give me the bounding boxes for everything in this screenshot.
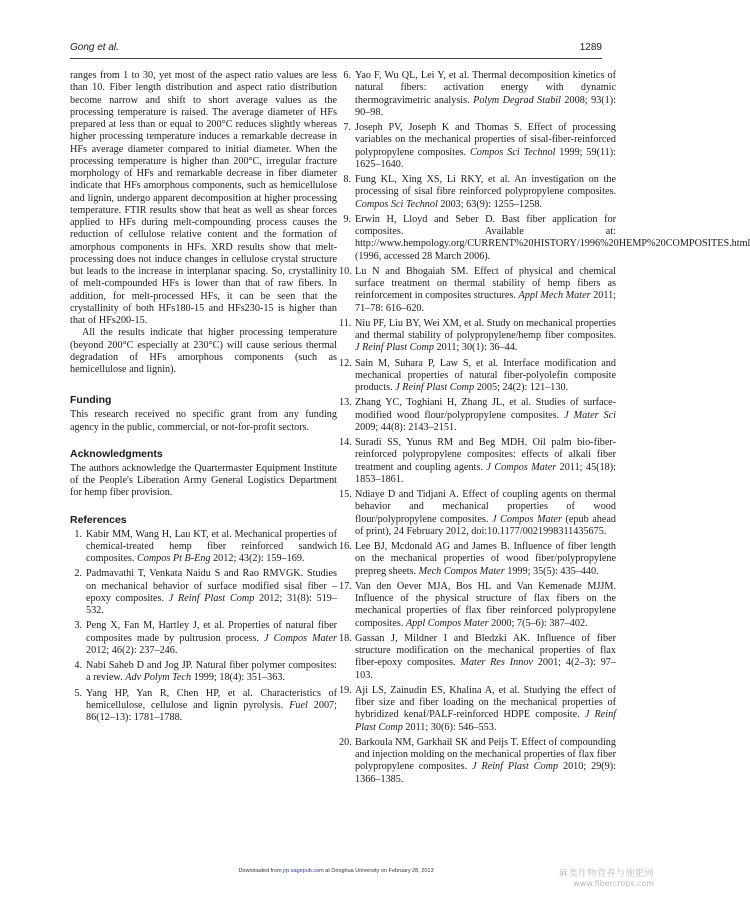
reference-text: Yao F, Wu QL, Lei Y, et al. Thermal decomposition kinetics of natural fibers: activation energy with dynamic thermogravimetric analysis.	[355, 70, 616, 106]
reference-journal: Fuel	[289, 699, 308, 711]
reference-citation: 2007; 86(12–13): 1781–1788.	[86, 699, 337, 723]
reference-citation: 1999; 35(5): 435–440.	[504, 565, 599, 577]
footer-suffix: at Donghua University on February 28, 2013	[323, 868, 434, 874]
reference-journal: Adv Polym Tech	[125, 672, 192, 684]
reference-text: Nabi Saheb D and Jog JP. Natural fiber polymer composites: a review.	[86, 660, 337, 684]
reference-number: 18.	[339, 632, 352, 644]
reference-item	[70, 660, 337, 685]
reference-text: Padmavathi T, Venkata Naidu S and Rao RMVGK. Studies on mechanical behavior of surface modified sisal fiber – epoxy composites.	[86, 568, 337, 604]
reference-text: Peng X, Fan M, Hartley J, et al. Properties of natural fiber composites made by pultrusion process.	[86, 620, 337, 644]
reference-journal: Appl Compos Mater	[405, 617, 489, 629]
running-header	[70, 42, 602, 56]
reference-number: 4.	[74, 660, 82, 671]
reference-text: Joseph PV, Joseph K and Thomas S. Effect of processing variables on the mechanical properties of sisal-fiber-reinforced polypropylene composites.	[355, 122, 616, 158]
reference-citation: 2008; 93(1): 90–98.	[355, 94, 616, 118]
reference-journal: J Compos Mater	[486, 461, 557, 473]
reference-item	[339, 213, 750, 263]
reference-citation: 2000; 7(5–6): 387–402.	[488, 617, 588, 629]
header-rule	[70, 58, 602, 59]
reference-item	[339, 541, 616, 578]
reference-text: Sain M, Suhara P, Law S, et al. Interface modification and mechanical properties of natural fiber-polyolefin composite products.	[355, 357, 616, 393]
reference-number: 17.	[339, 580, 352, 592]
reference-item	[339, 266, 616, 315]
reference-journal: Mater Res Innov	[460, 657, 533, 669]
reference-number: 8.	[343, 174, 351, 185]
reference-list-left	[70, 529, 337, 725]
reference-citation: 2012; 31(8): 519–532.	[86, 592, 337, 616]
watermark-text: 麻类作物营养与施肥网	[558, 869, 654, 879]
footer-link[interactable]: jrp.sagepub.com	[283, 868, 324, 874]
reference-item	[339, 437, 616, 486]
reference-text: Lu N and Bhogaiah SM. Effect of physical and chemical surface treatment on thermal stability of hemp fibers as reinforcement in composites structures.	[355, 265, 616, 302]
reference-number: 15.	[339, 489, 352, 500]
reference-citation: 2012; 43(2): 159–169.	[210, 553, 305, 564]
reference-citation: 2011; 30(6): 546–553.	[402, 721, 497, 733]
page-number: 1289	[579, 42, 602, 53]
reference-journal: Mech Compos Mater	[418, 565, 505, 577]
reference-item	[70, 688, 337, 725]
reference-item	[339, 581, 616, 630]
reference-number: 6.	[343, 70, 351, 81]
reference-journal: Compos Sci Technol	[355, 198, 438, 210]
reference-item	[339, 70, 616, 119]
acknowledgments-heading: Acknowledgments	[70, 447, 163, 460]
reference-journal: Compos Sci Technol	[469, 146, 556, 158]
reference-text: Van den Oever MJA, Bos HL and Van Kemenade MJJM. Influence of the physical structure of flax fibers on the mechanical properties of flax fiber reinforced polypropylene composites.	[355, 580, 616, 629]
reference-item	[70, 568, 337, 617]
reference-text: Yang HP, Yan R, Chen HP, et al. Characteristics of hemicellulose, cellulose and lignin pyrolysis.	[86, 687, 337, 711]
reference-citation: 2010; 29(9): 1366–1385.	[355, 761, 616, 785]
body-paragraph: ranges from 1 to 30, yet most of the aspect ratio values are less than 10. Fiber length distribution and aspect ratio distribution become narrow and shift to short average values as the processing temperature is raised. The average diameter of HFs prepared at less than or equal to 200°C reduces slightly whereas higher processing temperature induces a remarkable decrease in HFs average diameter compared to initial diameter. When the processing temperature is higher than 200°C, irregular fracture morphology of HFs and remarkable decrease in fiber diameter indicate that HFs amorphous components, such as hemicellulose and lignin, undergo apparent decomposition at higher processing temperature. FTIR results show that heat as well as shear forces applied to HFs during melt-compounding process causes the reduction of cellulose relative content and the formation of amorphous components in HFs. XRD results show that melt-processing does not induce changes in cellulose crystal structure but leads to the increase in interplanar spacing. So, crystallinity of melt-compounded HFs is lower than that of raw fibers. In addition, for melt-processed HFs, it can be seen that the crystallinity of both HFs180-15 and HFs230-15 is higher than that of HFs200-15.	[70, 70, 337, 326]
reference-citation: 2011; 71–78: 616–620.	[355, 290, 617, 314]
reference-number: 20.	[339, 736, 352, 748]
reference-text: Suradi SS, Yunus RM and Beg MDH. Oil palm bio-fiber-reinforced polypropylene composites: effects of alkali fiber treatment and coupling agents.	[355, 437, 616, 473]
reference-item	[339, 174, 616, 211]
reference-journal: Appl Mech Mater	[518, 290, 591, 302]
body-paragraph: All the results indicate that higher processing temperature (beyond 200°C especially at 230°C) will cause serious thermal degradation of HFs amorphous components (such as hemicellulose and lignin).	[70, 327, 337, 375]
reference-item	[339, 318, 616, 355]
reference-number: 7.	[343, 122, 351, 133]
reference-journal: J Reinf Plast Comp	[472, 761, 559, 773]
reference-text: Barkoula NM, Garkhail SK and Peijs T. Effect of compounding and injection molding on the mechanical properties of flax fiber polypropylene composites.	[355, 736, 616, 773]
reference-citation: 2009; 44(8): 2143–2151.	[355, 421, 457, 433]
acknowledgments-text: The authors acknowledge the Quartermaster Equipment Institute of the People's Liberation Army General Logistics Department for hemp fiber provision.	[70, 462, 337, 499]
reference-citation: 2005; 24(2): 121–130.	[474, 382, 569, 393]
references-heading: References	[70, 513, 127, 526]
reference-number: 5.	[74, 687, 82, 699]
reference-item	[339, 122, 616, 171]
reference-citation: (epub ahead of print), 24 February 2012, doi:10.1177/0021998311435675.	[355, 513, 616, 537]
reference-citation: 2011; 30(1): 36–44.	[433, 342, 518, 354]
reference-item	[339, 633, 616, 682]
reference-journal: J Compos Mater	[263, 632, 337, 644]
footer-prefix: Downloaded from	[238, 868, 284, 874]
reference-number: 13.	[339, 397, 352, 409]
funding-text: This research received no specific grant from any funding agency in the public, commercial, or not-for-profit sectors.	[70, 409, 337, 433]
reference-number: 14.	[339, 437, 352, 448]
funding-heading: Funding	[70, 394, 112, 407]
reference-number: 9.	[343, 213, 351, 225]
reference-text: Niu PF, Liu BY, Wei XM, et al. Study on mechanical properties and thermal stability of polypropylene/hemp fiber composites.	[355, 317, 616, 341]
reference-journal: J Reinf Plast Comp	[168, 592, 255, 604]
reference-text: Fung KL, Xing XS, Li RKY, et al. An investigation on the processing of sisal fibre reinforced polypropylene composites.	[355, 174, 616, 198]
reference-item	[70, 529, 337, 566]
reference-text: Kabir MM, Wang H, Lau KT, et al. Mechanical properties of chemical-treated hemp fiber reinforced sandwich composites.	[86, 528, 337, 564]
reference-citation: 2001; 4(2–3): 97–103.	[355, 657, 616, 681]
reference-number: 2.	[74, 568, 82, 580]
reference-journal: Compos Pt B-Eng	[136, 553, 211, 564]
reference-text: Gassan J, Mildner I and Bledzki AK. Influence of fiber structure modification on the mechanical properties of flax fiber-epoxy composites.	[355, 632, 616, 669]
reference-number: 10.	[339, 265, 352, 277]
reference-journal: J Reinf Plast Comp	[395, 382, 475, 393]
reference-number: 1.	[74, 528, 82, 540]
reference-list-right	[339, 70, 750, 786]
reference-item	[339, 685, 616, 734]
reference-number: 16.	[339, 541, 352, 552]
reference-number: 19.	[339, 684, 352, 696]
reference-item	[339, 489, 616, 538]
reference-number: 11.	[339, 317, 352, 329]
reference-journal: J Reinf Plast Comp	[355, 342, 434, 354]
watermark-url: www.fibercrops.com	[573, 879, 654, 888]
reference-journal: J Reinf Plast Comp	[355, 709, 616, 733]
reference-number: 3.	[74, 620, 82, 632]
reference-citation: 1999; 59(11): 1625–1640.	[355, 146, 616, 170]
reference-journal: Polym Degrad Stabil	[473, 94, 561, 106]
reference-text: Erwin H, Lloyd and Seber D. Bast fiber application for composites. Available at: http://www.hempology.org/CURRENT%20HISTORY/1996%20HEMP%20COMPOSITES.html (1996, accessed 28 March 2006).	[355, 213, 750, 262]
reference-item	[339, 358, 616, 395]
reference-journal: J Mater Sci	[564, 409, 616, 421]
reference-item	[339, 397, 616, 434]
reference-number: 12.	[339, 357, 352, 369]
reference-text: Lee BJ, Mcdonald AG and James B. Influence of fiber length on the mechanical properties of wood fiber/polypropylene prepreg sheets.	[355, 541, 616, 577]
reference-citation: 2012; 46(2): 237–246.	[86, 644, 178, 656]
reference-citation: 2011; 45(18): 1853–1861.	[355, 461, 616, 485]
reference-citation: 1999; 18(4): 351–363.	[191, 672, 285, 684]
reference-text: Zhang YC, Toghiani H, Zhang JL, et al. Studies of surface-modified wood flour/polypropylene composites.	[355, 397, 616, 421]
reference-citation: 2003; 63(9): 1255–1258.	[437, 198, 542, 210]
left-column	[70, 70, 337, 727]
reference-text: Aji LS, Zainudin ES, Khalina A, et al. Studying the effect of fiber size and fiber loading on the mechanical properties of hybridized kenaf/PALF-reinforced HDPE composite.	[355, 684, 616, 721]
header-author: Gong et al.	[70, 42, 119, 53]
reference-journal: J Compos Mater	[491, 513, 562, 525]
reference-text: Ndiaye D and Tidjani A. Effect of coupling agents on thermal behavior and mechanical properties of wood flour/polypropylene composites.	[355, 489, 616, 525]
reference-item	[339, 737, 616, 786]
right-column	[339, 70, 750, 789]
reference-item	[70, 620, 337, 657]
